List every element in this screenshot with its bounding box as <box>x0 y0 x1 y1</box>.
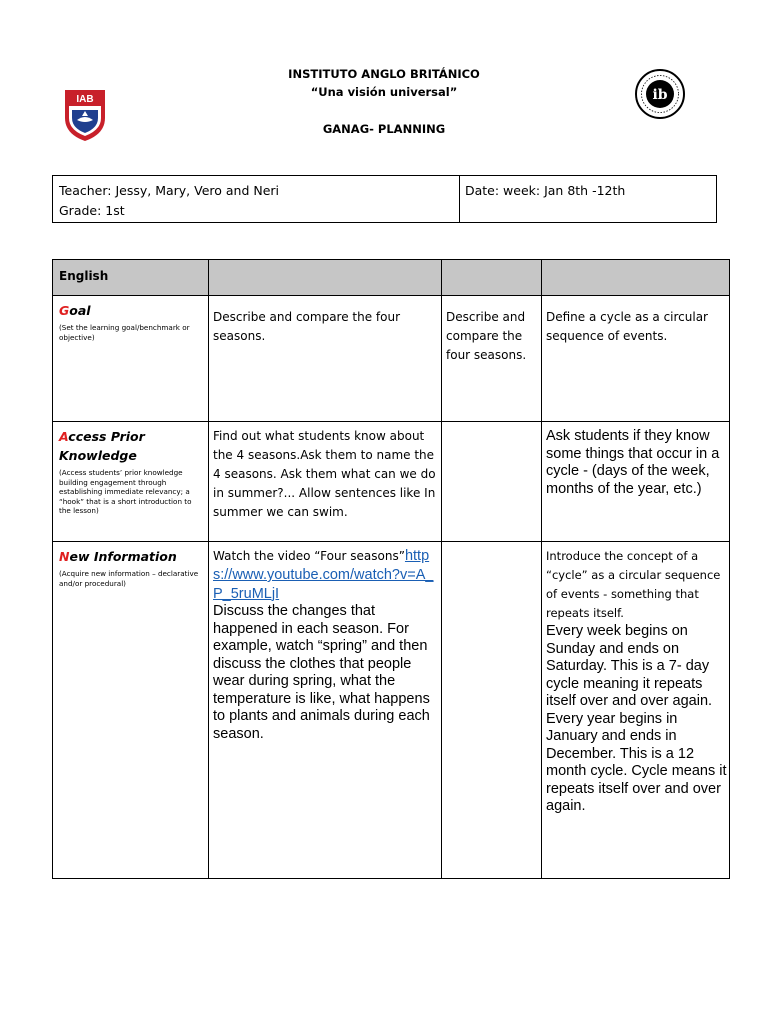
apk-title <box>59 427 204 465</box>
subject-label: English <box>59 269 109 283</box>
col-divider <box>441 260 442 878</box>
grade-label: Grade: 1st <box>59 203 125 218</box>
newinfo-description: (Acquire new information – declarative and/or procedural) <box>59 569 199 588</box>
teacher-label: Teacher: Jessy, Mary, Vero and Neri <box>59 183 280 198</box>
newinfo-title-rest: ew Information <box>69 549 177 564</box>
goal-description: (Set the learning goal/benchmark or objective) <box>59 323 190 342</box>
goal-title <box>59 301 204 320</box>
row-divider <box>53 295 729 296</box>
youtube-link[interactable]: https://www.youtube.com/watch?v=A_P_5ruMLjI <box>213 548 434 602</box>
document-title: GANAG- PLANNING <box>322 122 446 136</box>
newinfo-title <box>59 547 204 566</box>
apk-title-cell <box>59 427 204 516</box>
newinfo-col4-body: Every week begins on Sunday and ends on Saturday. This is a 7- day cycle meaning it repeats itself over and over again. Every year begins in January and ends in December. This is a 12 month cycle. Cycle means it repeats itself over and over again. <box>546 623 727 814</box>
newinfo-title-cell <box>59 547 204 588</box>
school-motto: “Una visión universal” <box>310 85 458 99</box>
goal-title-initial: G <box>59 303 70 318</box>
col-divider <box>208 260 209 878</box>
row-divider <box>53 421 729 422</box>
goal-title-rest: oal <box>69 303 91 318</box>
table-header-row <box>53 260 729 295</box>
date-label: Date: week: Jan 8th -12th <box>465 183 626 198</box>
info-box <box>52 175 717 223</box>
newinfo-col2-intro: Watch the video “Four seasons” <box>213 549 405 563</box>
info-divider <box>459 176 460 222</box>
goal-col3: Describe and compare the four seasons. <box>446 310 527 362</box>
newinfo-title-initial: N <box>59 549 70 564</box>
apk-title-initial: A <box>59 429 69 444</box>
row-divider <box>53 541 729 542</box>
col-divider <box>541 260 542 878</box>
goal-title-cell <box>59 301 204 342</box>
newinfo-col2 <box>213 547 439 743</box>
goal-col2: Describe and compare the four seasons. <box>213 310 401 343</box>
goal-col4: Define a cycle as a circular sequence of events. <box>546 310 708 343</box>
apk-col4: Ask students if they know some things that occur in a cycle - (days of the week, months of the year, etc.) <box>546 428 720 497</box>
apk-title-rest: ccess Prior Knowledge <box>59 429 145 463</box>
newinfo-col4 <box>546 547 728 816</box>
apk-description: (Access students’ prior knowledge building engagement through establishing immediate relevancy; a “hook” that is a short introduction to the lesson) <box>59 468 192 516</box>
school-name: INSTITUTO ANGLO BRITÁNICO <box>288 67 480 81</box>
iab-logo-text: IAB <box>76 94 94 105</box>
planning-table <box>52 259 730 879</box>
newinfo-col4-intro: Introduce the concept of a “cycle” as a circular sequence of events - something that repeats itself. <box>546 549 721 620</box>
ib-logo-text: ib <box>652 87 668 103</box>
apk-col2: Find out what students know about the 4 seasons.Ask them to name the 4 seasons. Ask them what can we do in summer?... Allow sentences like In summer we can swim. <box>213 429 436 519</box>
newinfo-col2-body: Discuss the changes that happened in each season. For example, watch “spring” and then discuss the clothes that people wear during spring, what the temperature is like, what happens to plants and animals during each season. <box>213 603 430 742</box>
